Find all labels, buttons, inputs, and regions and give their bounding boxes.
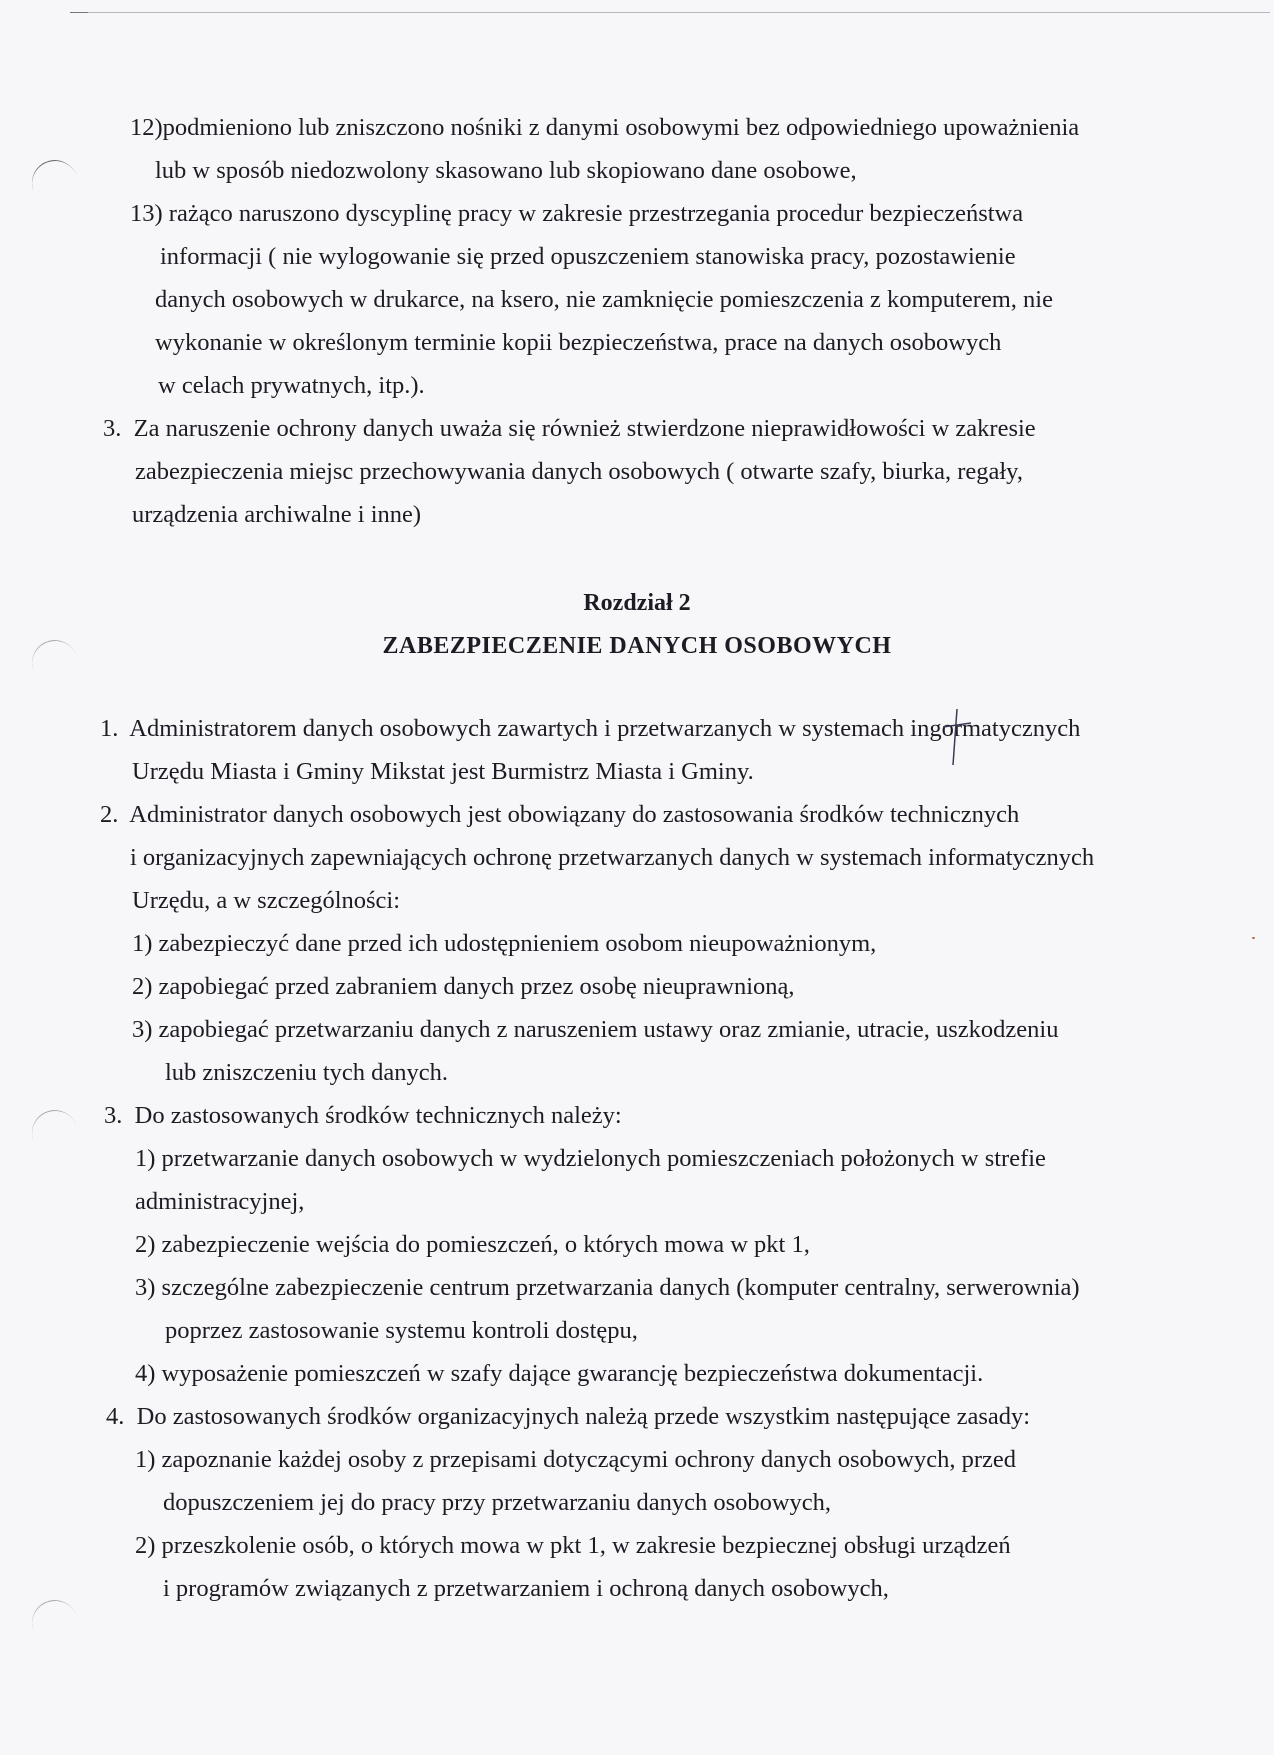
doc-line: 13) rażąco naruszono dyscyplinę pracy w zakresie przestrzegania procedur bezpieczeństwa [130,200,1024,227]
doc-line: w celach prywatnych, itp.). [158,372,425,399]
doc-line: 1. Administratorem danych osobowych zawartych i przetwarzanych w systemach ingormatycznych [100,715,1081,742]
doc-line: 2) zabezpieczenie wejścia do pomieszczeń, o których mowa w pkt 1, [135,1231,810,1258]
punch-hole-mark [25,1594,84,1654]
doc-line: i programów związanych z przetwarzaniem i ochroną danych osobowych, [163,1575,889,1602]
doc-line: 3) szczególne zabezpieczenie centrum przetwarzania danych (komputer centralny, serwerownia) [135,1274,1080,1301]
doc-line: 1) zapoznanie każdej osoby z przepisami dotyczącymi ochrony danych osobowych, przed [135,1446,1016,1473]
scan-edge-line [70,12,1270,13]
doc-line: informacji ( nie wylogowanie się przed opuszczeniem stanowiska pracy, pozostawienie [160,243,1016,270]
doc-line: zabezpieczenia miejsc przechowywania danych osobowych ( otwarte szafy, biurka, regały, [135,458,1023,485]
doc-line: Urzędu Miasta i Gminy Mikstat jest Burmistrz Miasta i Gminy. [132,758,754,785]
handwritten-correction-mark [935,705,975,770]
doc-line: 4. Do zastosowanych środków organizacyjnych należą przede wszystkim następujące zasady: [106,1403,1031,1430]
doc-line: 3) zapobiegać przetwarzaniu danych z naruszeniem ustawy oraz zmianie, utracie, uszkodzeniu [132,1016,1059,1043]
doc-line: wykonanie w określonym terminie kopii bezpieczeństwa, prace na danych osobowych [155,329,1002,356]
doc-line: 2. Administrator danych osobowych jest obowiązany do zastosowania środków technicznych [100,801,1020,828]
punch-hole-mark [25,1104,84,1164]
scan-edge-mark [70,12,88,13]
doc-line: 2) przeszkolenie osób, o których mowa w pkt 1, w zakresie bezpiecznej obsługi urządzeń [135,1532,1011,1559]
doc-line: poprzez zastosowanie systemu kontroli dostępu, [165,1317,638,1344]
doc-line: lub w sposób niedozwolony skasowano lub skopiowano dane osobowe, [155,157,857,184]
doc-line: 12)podmieniono lub zniszczono nośniki z danymi osobowymi bez odpowiedniego upoważnienia [130,114,1080,141]
doc-line: 2) zapobiegać przed zabraniem danych przez osobę nieuprawnioną, [132,973,795,1000]
doc-line: lub zniszczeniu tych danych. [165,1059,449,1086]
doc-line: 3. Do zastosowanych środków technicznych należy: [104,1102,622,1129]
doc-line: 4) wyposażenie pomieszczeń w szafy dające gwarancję bezpieczeństwa dokumentacji. [135,1360,984,1387]
doc-line: danych osobowych w drukarce, na ksero, nie zamknięcie pomieszczenia z komputerem, nie [155,286,1053,313]
doc-line: Urzędu, a w szczególności: [132,887,401,914]
doc-line: i organizacyjnych zapewniających ochronę przetwarzanych danych w systemach informatycznych [130,844,1095,871]
punch-hole-mark [25,154,84,214]
scan-speck [1252,937,1255,939]
chapter-title: Rozdział 2 [583,590,691,616]
chapter-subtitle: ZABEZPIECZENIE DANYCH OSOBOWYCH [382,633,892,659]
doc-line: 1) zabezpieczyć dane przed ich udostępnieniem osobom nieupoważnionym, [132,930,877,957]
doc-line: 1) przetwarzanie danych osobowych w wydzielonych pomieszczeniach położonych w strefie [135,1145,1046,1172]
doc-line: administracyjnej, [135,1188,305,1215]
doc-line: 3. Za naruszenie ochrony danych uważa się również stwierdzone nieprawidłowości w zakresie [103,415,1036,442]
doc-line: dopuszczeniem jej do pracy przy przetwarzaniu danych osobowych, [163,1489,832,1516]
doc-line: urządzenia archiwalne i inne) [132,501,422,528]
